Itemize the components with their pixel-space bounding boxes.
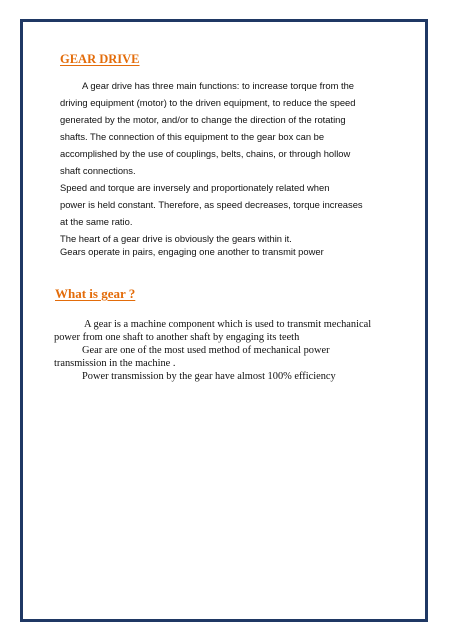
what-is-gear-line-1: A gear is a machine component which is used to transmit mechanical <box>84 319 372 330</box>
gear-drive-line-9: at the same ratio. <box>60 216 133 227</box>
gear-drive-line-6: shaft connections. <box>60 165 136 176</box>
what-is-gear-line-5: Power transmission by the gear have almost 100% efficiency <box>82 371 336 382</box>
gear-drive-line-1: A gear drive has three main functions: to increase torque from the <box>82 80 355 91</box>
what-is-gear-line-4: transmission in the machine . <box>54 358 176 369</box>
gear-drive-line-4: shafts. The connection of this equipment to the gear box can be <box>60 131 325 142</box>
gear-drive-line-5: accomplished by the use of couplings, belts, chains, or through hollow <box>60 148 351 159</box>
what-is-gear-line-2: power from one shaft to another shaft by engaging its teeth <box>54 332 300 343</box>
gear-drive-line-3: generated by the motor, and/or to change the direction of the rotating <box>60 114 346 125</box>
gear-drive-line-8: power is held constant. Therefore, as speed decreases, torque increases <box>60 199 363 210</box>
gear-drive-line-7: Speed and torque are inversely and proportionately related when <box>60 182 330 193</box>
gear-drive-heading: GEAR DRIVE <box>60 52 140 66</box>
gear-drive-line-2: driving equipment (motor) to the driven equipment, to reduce the speed <box>60 97 356 108</box>
what-is-gear-line-3: Gear are one of the most used method of mechanical power <box>82 345 330 356</box>
what-is-gear-heading: What is gear ? <box>55 286 136 301</box>
gear-drive-line-11: Gears operate in pairs, engaging one another to transmit power <box>60 246 324 257</box>
gear-drive-line-10: The heart of a gear drive is obviously the gears within it. <box>60 233 292 244</box>
